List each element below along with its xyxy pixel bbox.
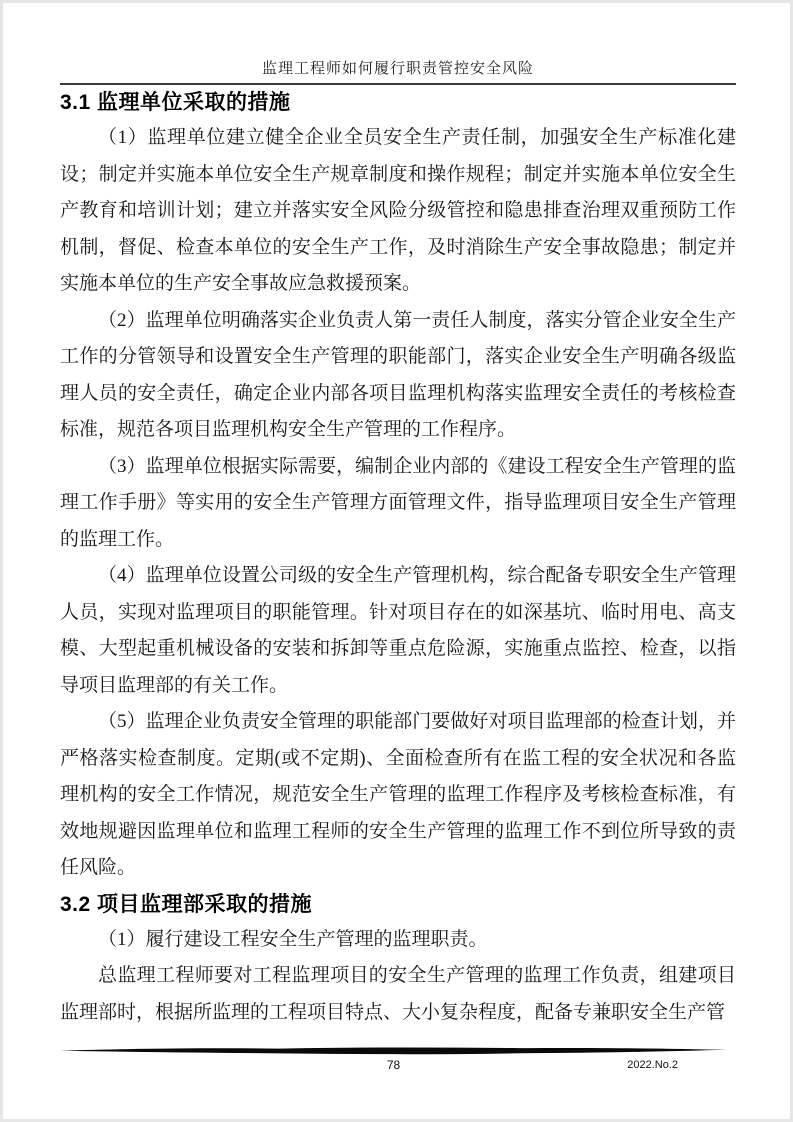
- page-footer: [60, 1046, 727, 1086]
- paragraph-3-1-item-3: （3）监理单位根据实际需要，编制企业内部的《建设工程安全生产管理的监理工作手册》等实用的安全生产管理方面管理文件，指导监理项目安全生产管理的监理工作。: [60, 455, 736, 550]
- footer-text-row: [60, 1056, 727, 1074]
- page-content: [60, 58, 736, 1031]
- paragraph-3-1-item-2: （2）监理单位明确落实企业负责人第一责任人制度，落实分管企业安全生产工作的分管领导和设置安全生产管理的职能部门，落实企业安全生产明确各级监理人员的安全责任，确定企业内部各项目监理机构落实监理安全责任的考核检查标准，规范各项目监理机构安全生产管理的工作程序。: [60, 309, 736, 440]
- paragraph-3-2-item-1: （1）履行建设工程安全生产管理的监理职责。: [98, 928, 488, 950]
- paragraph-3-1-item-5: （5）监理企业负责安全管理的职能部门要做好对项目监理部的检查计划，并严格落实检查制度。定期(或不定期)、全面检查所有在监工程的安全状况和各监理机构的安全工作情况，规范安全生产管理的监理工作程序及考核检查标准，有效地规避因监理单位和监理工程师的安全生产管理的监理工作不到位所导致的责任风险。: [60, 711, 736, 878]
- footer-rule-bar: [60, 1046, 727, 1056]
- section-heading-3-2: 3.2 项目监理部采取的措施: [60, 892, 313, 916]
- paragraph-3-1-item-4: （4）监理单位设置公司级的安全生产管理机构，综合配备专职安全生产管理人员，实现对监理项目的职能管理。针对项目存在的如深基坑、临时用电、高支模、大型起重机械设备的安装和拆卸等重点危险源，实施重点监控、检查，以指导项目监理部的有关工作。: [60, 565, 736, 696]
- running-head: 监理工程师如何履行职责管控安全风险: [60, 58, 736, 85]
- paragraph-3-1-item-1: （1）监理单位建立健全企业全员安全生产责任制，加强安全生产标准化建设；制定并实施本单位安全生产规章制度和操作规程；制定并实施本单位安全生产教育和培训计划；建立并落实安全风险分级管控和隐患排查治理双重预防工作机制，督促、检查本单位的安全生产工作，及时消除生产安全事故隐患；制定并实施本单位的生产安全事故应急救援预案。: [60, 127, 736, 294]
- issue-label: 2022.No.2: [627, 1059, 678, 1071]
- paragraph-3-2-body: 总监理工程师要对工程监理项目的安全生产管理的监理工作负责，组建项目监理部时，根据所监理的工程项目特点、大小复杂程度，配备专兼职安全生产管: [60, 965, 736, 1023]
- page-number: 78: [386, 1058, 401, 1072]
- section-heading-3-1: 3.1 监理单位采取的措施: [60, 91, 291, 114]
